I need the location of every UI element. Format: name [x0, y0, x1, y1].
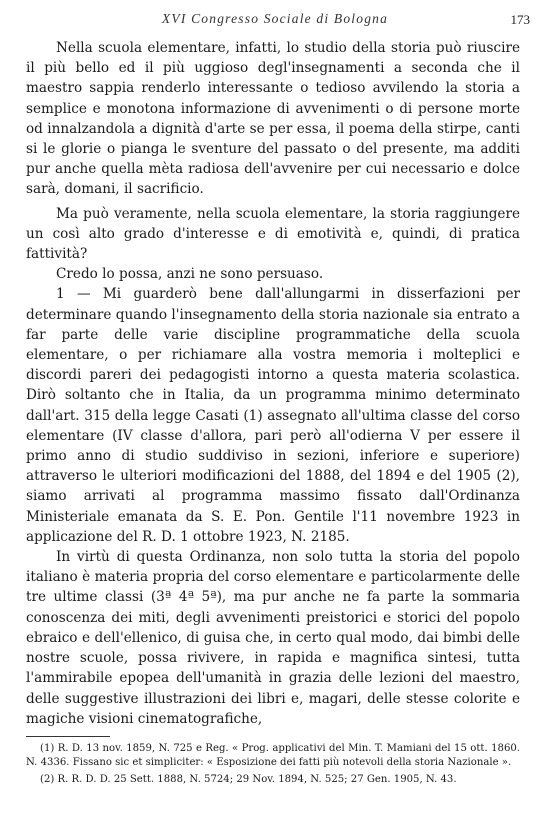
paragraph: Credo lo possa, anzi ne sono persuaso.: [56, 266, 324, 283]
footnote-divider: [26, 736, 110, 737]
page-number: 173: [510, 12, 530, 27]
footnote: (1) R. D. 13 nov. 1859, N. 725 e Reg. « Prog. applicativi del Min. T. Mamiani del 15 ott. 1860. N. 4336. Fissano sic et simpliciter: « Esposizione dei fatti più notevoli della storia Nazionale ».: [26, 743, 520, 769]
footnotes: [26, 742, 520, 791]
running-title: XVI Congresso Sociale di Bologna: [161, 11, 389, 26]
page-header: [0, 11, 550, 31]
paragraph: Nella scuola elementare, infatti, lo studio della storia può riuscire il più bello ed il più uggioso degl'insegnamenti a seconda che il maestro sappia renderlo interessante o tedioso avvilendo la storia a semplice e monotona informazione di avvenimenti o di persone morte od innalzandola a dignità d'arte se per essa, il poema della stirpe, canti si le glorie o pianga le sventure del passato o del presente, ma additi pur anche quella mèta radiosa dell'avvenire per cui necessario e dolce sarà, domani, il sacrificio.: [26, 40, 520, 198]
paragraph: In virtù di questa Ordinanza, non solo tutta la storia del popolo italiano è materia propria del corso elementare e particolarmente delle tre ultime classi (3ª 4ª 5ª), ma pur anche ne fa parte la sommaria conoscenza dei miti, degli avvenimenti preistorici e storici del popolo ebraico e dell'ellenico, di guisa che, in certo qual modo, dai bimbi delle nostre scuole, possa rivivere, in rapida e magnifica sintesi, tutta l'ammirabile epopea dell'umanità in grazia delle lezioni del maestro, delle suggestive illustrazioni dei libri e, magari, delle stesse colorite e magiche visioni cinematografiche,: [26, 549, 520, 727]
footnote: (2) R. R. D. D. 25 Sett. 1888, N. 5724; 29 Nov. 1894, N. 525; 27 Gen. 1905, N. 43.: [40, 774, 457, 786]
paragraph: Ma può veramente, nella scuola elementare, la storia raggiungere un così alto grado d'interesse e di emotività e, quindi, di pratica fattività?: [26, 205, 520, 263]
paragraph: 1 — Mi guarderò bene dall'allungarmi in disserfazioni per determinare quando l'insegnamento della storia nazionale sia entrato a far parte delle varie discipline programmatiche della scuola elementare, o per richiamare alla vostra memoria i molteplici e discordi pareri dei pedagogisti intorno a questa materia scolastica. Dirò soltanto che in Italia, da un programma minimo determinato dall'art. 315 della legge Casati (1) assegnato all'ultima classe del corso elementare (IV classe d'allora, pari però all'odierna V per essere il primo anno di studio suddiviso in sezioni, inferiore e superiore) attraverso le ulteriori modificazioni del 1888, del 1894 e del 1905 (2), siamo arrivati al programma massimo fissato dall'Ordinanza Ministeriale emanata da S. E. Pon. Gentile l'11 novembre 1923 in applicazione del R. D. 1 ottobre 1923, N. 2185.: [26, 286, 520, 545]
body-text: [26, 38, 520, 729]
